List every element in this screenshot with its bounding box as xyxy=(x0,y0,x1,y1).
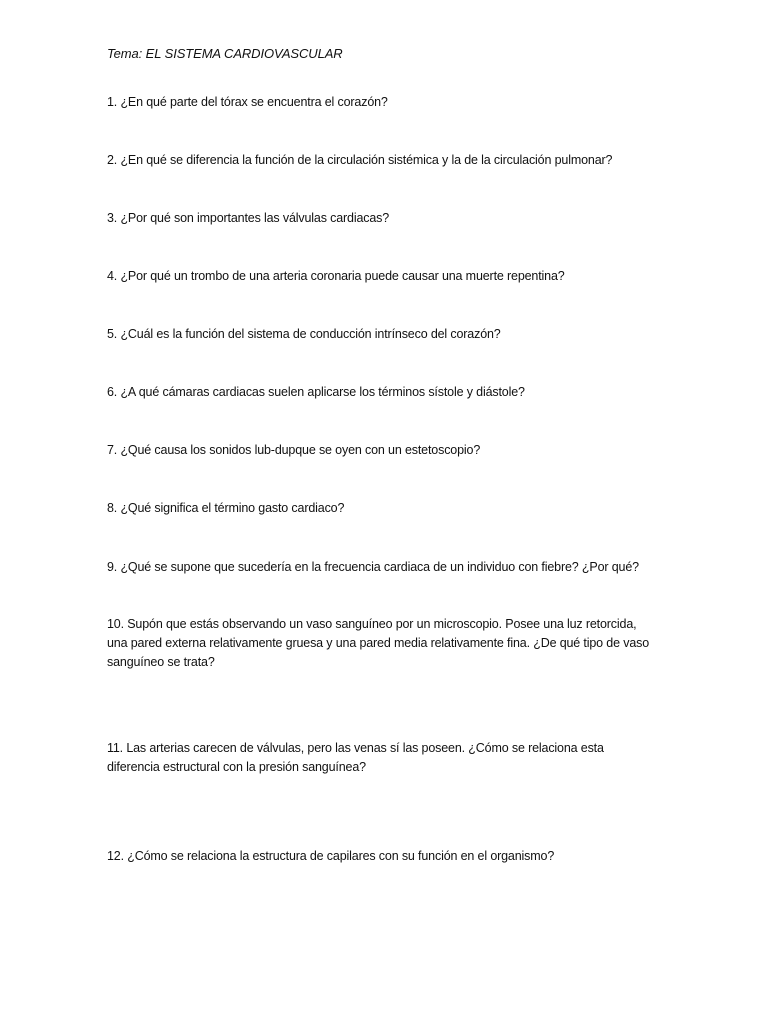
question-10: 10. Supón que estás observando un vaso sanguíneo por un microscopio. Posee una luz retorcida, una pared externa relativamente gruesa y una pared media relativamente fina. ¿De qué tipo de vaso sanguíneo se trata? xyxy=(107,617,650,669)
question-4: 4. ¿Por qué un trombo de una arteria coronaria puede causar una muerte repentina? xyxy=(107,269,565,283)
question-5: 5. ¿Cuál es la función del sistema de conducción intrínseco del corazón? xyxy=(107,327,501,341)
question-6: 6. ¿A qué cámaras cardiacas suelen aplicarse los términos sístole y diástole? xyxy=(107,385,525,399)
question-11: 11. Las arterias carecen de válvulas, pero las venas sí las poseen. ¿Cómo se relaciona esta diferencia estructural con la presión sanguínea? xyxy=(107,741,604,774)
question-2: 2. ¿En qué se diferencia la función de la circulación sistémica y la de la circulación pulmonar? xyxy=(107,153,613,167)
question-8: 8. ¿Qué significa el término gasto cardiaco? xyxy=(107,501,345,515)
document-title: Tema: EL SISTEMA CARDIOVASCULAR xyxy=(107,46,343,61)
question-3: 3. ¿Por qué son importantes las válvulas cardiacas? xyxy=(107,211,390,225)
question-12: 12. ¿Cómo se relaciona la estructura de capilares con su función en el organismo? xyxy=(107,849,555,863)
question-9: 9. ¿Qué se supone que sucedería en la frecuencia cardiaca de un individuo con fiebre? ¿Por qué? xyxy=(107,560,639,574)
question-1: 1. ¿En qué parte del tórax se encuentra el corazón? xyxy=(107,95,388,109)
question-7: 7. ¿Qué causa los sonidos lub-dupque se oyen con un estetoscopio? xyxy=(107,443,481,457)
